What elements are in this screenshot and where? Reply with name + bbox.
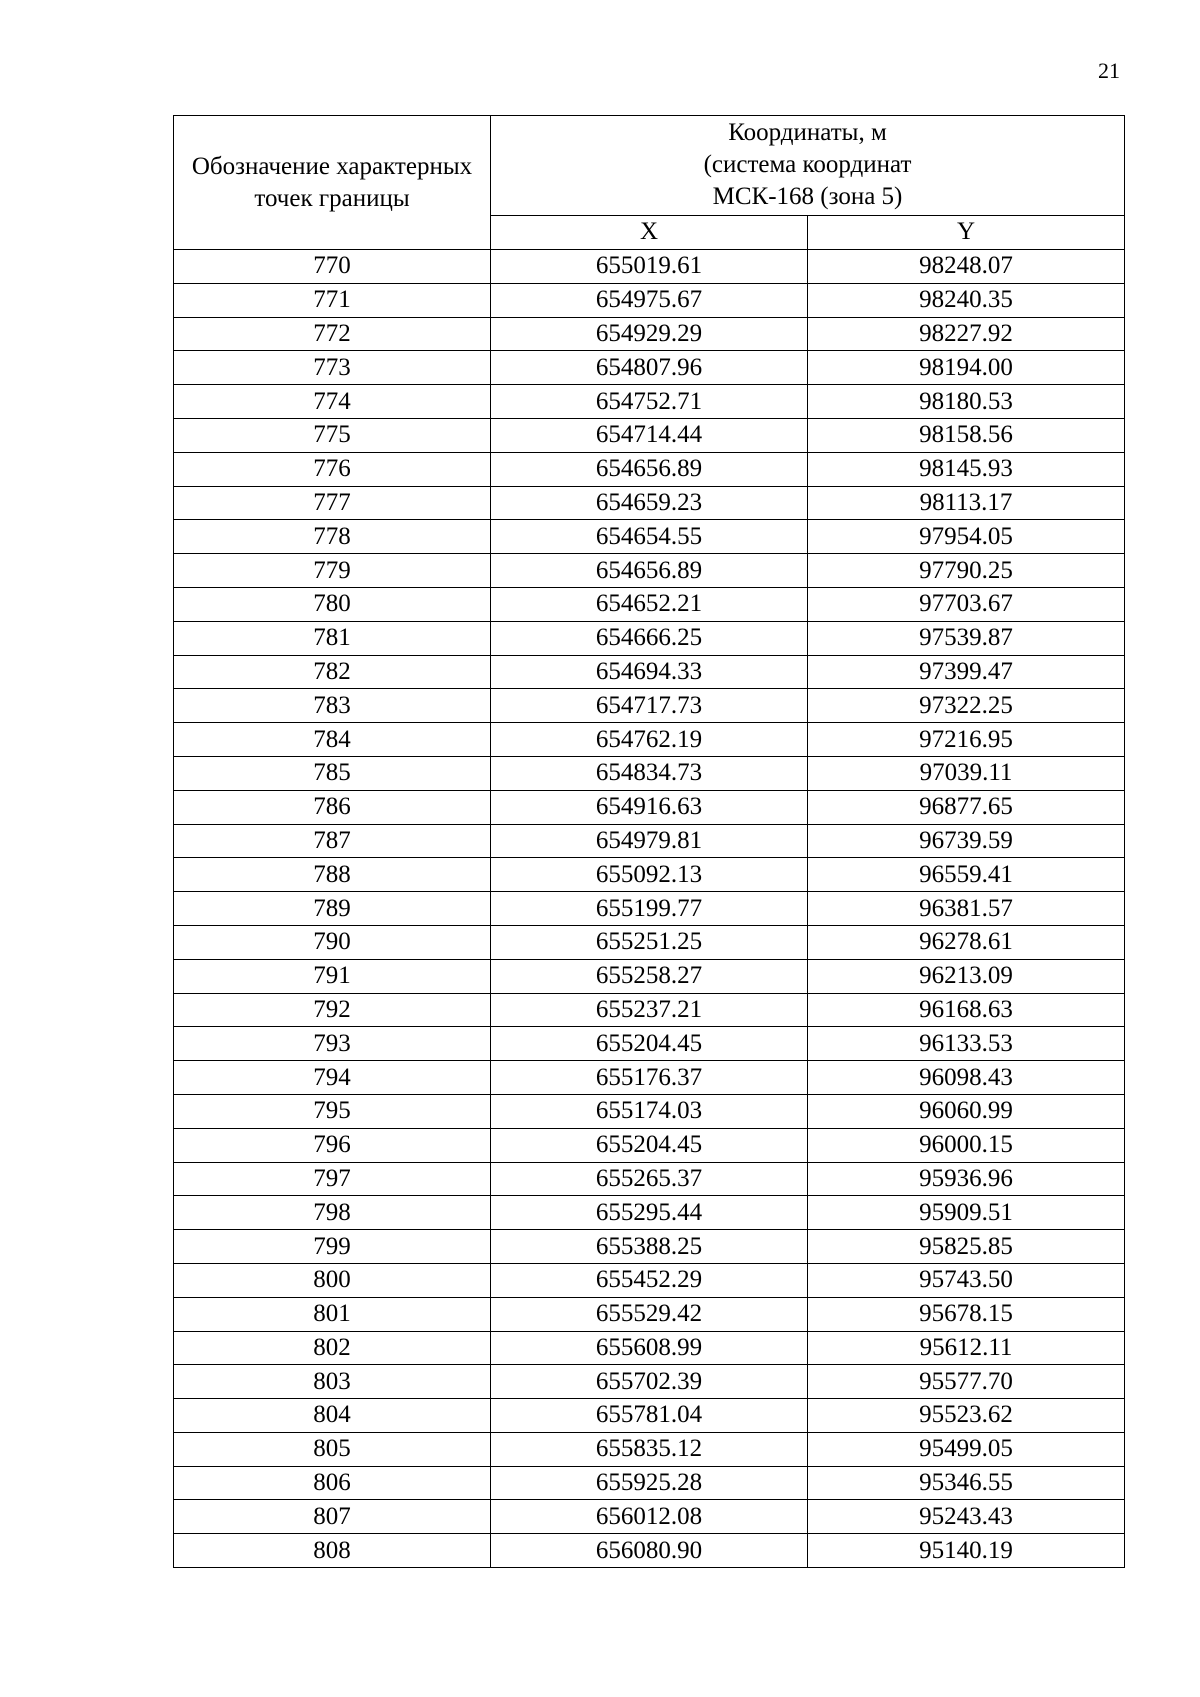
column-header-x: X <box>491 215 808 249</box>
table-row <box>174 925 1125 959</box>
cell-x: 655295.44 <box>491 1196 808 1230</box>
table-row <box>174 1297 1125 1331</box>
cell-y: 96739.59 <box>808 824 1125 858</box>
coordinates-header-line: (система координат <box>703 151 912 179</box>
cell-y: 98248.07 <box>808 250 1125 284</box>
cell-x: 655529.42 <box>491 1297 808 1331</box>
cell-x: 655781.04 <box>491 1399 808 1433</box>
cell-y: 96213.09 <box>808 959 1125 993</box>
column-header-points: Обозначение характерных точек границы <box>174 116 491 250</box>
cell-point: 802 <box>174 1331 491 1365</box>
table-row <box>174 1263 1125 1297</box>
table-row <box>174 858 1125 892</box>
table-row <box>174 351 1125 385</box>
table-row <box>174 317 1125 351</box>
cell-x: 655092.13 <box>491 858 808 892</box>
cell-point: 794 <box>174 1061 491 1095</box>
cell-point: 790 <box>174 925 491 959</box>
table-row <box>174 892 1125 926</box>
cell-y: 96133.53 <box>808 1027 1125 1061</box>
table-row <box>174 1432 1125 1466</box>
table-row <box>174 689 1125 723</box>
cell-point: 776 <box>174 452 491 486</box>
cell-y: 95346.55 <box>808 1466 1125 1500</box>
cell-point: 781 <box>174 621 491 655</box>
cell-x: 655199.77 <box>491 892 808 926</box>
cell-x: 655019.61 <box>491 250 808 284</box>
cell-point: 800 <box>174 1263 491 1297</box>
cell-y: 98180.53 <box>808 385 1125 419</box>
cell-x: 654717.73 <box>491 689 808 723</box>
cell-y: 96559.41 <box>808 858 1125 892</box>
cell-y: 97539.87 <box>808 621 1125 655</box>
table-row <box>174 1500 1125 1534</box>
cell-point: 805 <box>174 1432 491 1466</box>
cell-y: 97703.67 <box>808 587 1125 621</box>
cell-x: 655204.45 <box>491 1027 808 1061</box>
cell-y: 97954.05 <box>808 520 1125 554</box>
cell-x: 654714.44 <box>491 418 808 452</box>
cell-y: 95577.70 <box>808 1365 1125 1399</box>
cell-point: 788 <box>174 858 491 892</box>
table-row <box>174 993 1125 1027</box>
cell-point: 807 <box>174 1500 491 1534</box>
cell-point: 778 <box>174 520 491 554</box>
table-row <box>174 283 1125 317</box>
coordinates-header-line: Координаты, м <box>728 119 887 147</box>
cell-y: 97322.25 <box>808 689 1125 723</box>
cell-x: 655925.28 <box>491 1466 808 1500</box>
table-row <box>174 824 1125 858</box>
cell-y: 95936.96 <box>808 1162 1125 1196</box>
cell-x: 654694.33 <box>491 655 808 689</box>
cell-y: 95243.43 <box>808 1500 1125 1534</box>
cell-x: 655265.37 <box>491 1162 808 1196</box>
cell-point: 791 <box>174 959 491 993</box>
cell-point: 801 <box>174 1297 491 1331</box>
cell-x: 655258.27 <box>491 959 808 993</box>
table-row <box>174 385 1125 419</box>
cell-point: 774 <box>174 385 491 419</box>
cell-x: 655452.29 <box>491 1263 808 1297</box>
cell-point: 772 <box>174 317 491 351</box>
table-row <box>174 1466 1125 1500</box>
cell-y: 95499.05 <box>808 1432 1125 1466</box>
cell-point: 777 <box>174 486 491 520</box>
cell-y: 95678.15 <box>808 1297 1125 1331</box>
table-row <box>174 554 1125 588</box>
cell-point: 773 <box>174 351 491 385</box>
cell-point: 770 <box>174 250 491 284</box>
table-row <box>174 1230 1125 1264</box>
cell-point: 796 <box>174 1128 491 1162</box>
cell-y: 95140.19 <box>808 1534 1125 1568</box>
table-row <box>174 1534 1125 1568</box>
cell-y: 98158.56 <box>808 418 1125 452</box>
cell-y: 96060.99 <box>808 1094 1125 1128</box>
cell-y: 96278.61 <box>808 925 1125 959</box>
cell-x: 654656.89 <box>491 554 808 588</box>
table-row <box>174 723 1125 757</box>
cell-x: 654979.81 <box>491 824 808 858</box>
page-number: 21 <box>1098 58 1120 83</box>
cell-x: 654916.63 <box>491 790 808 824</box>
cell-point: 782 <box>174 655 491 689</box>
table-row <box>174 1061 1125 1095</box>
table-row <box>174 790 1125 824</box>
table-row <box>174 1094 1125 1128</box>
cell-x: 655388.25 <box>491 1230 808 1264</box>
cell-point: 786 <box>174 790 491 824</box>
cell-point: 775 <box>174 418 491 452</box>
cell-x: 654666.25 <box>491 621 808 655</box>
cell-x: 654659.23 <box>491 486 808 520</box>
table-row <box>174 520 1125 554</box>
cell-y: 96098.43 <box>808 1061 1125 1095</box>
cell-x: 655251.25 <box>491 925 808 959</box>
cell-point: 792 <box>174 993 491 1027</box>
cell-x: 655176.37 <box>491 1061 808 1095</box>
cell-point: 780 <box>174 587 491 621</box>
cell-x: 654762.19 <box>491 723 808 757</box>
cell-x: 656012.08 <box>491 1500 808 1534</box>
cell-y: 98145.93 <box>808 452 1125 486</box>
cell-y: 96877.65 <box>808 790 1125 824</box>
cell-y: 96381.57 <box>808 892 1125 926</box>
cell-point: 795 <box>174 1094 491 1128</box>
table-row <box>174 1027 1125 1061</box>
cell-point: 799 <box>174 1230 491 1264</box>
table-row <box>174 587 1125 621</box>
cell-point: 797 <box>174 1162 491 1196</box>
cell-x: 655702.39 <box>491 1365 808 1399</box>
cell-point: 771 <box>174 283 491 317</box>
table-row <box>174 655 1125 689</box>
cell-x: 656080.90 <box>491 1534 808 1568</box>
table-row <box>174 250 1125 284</box>
cell-x: 654652.21 <box>491 587 808 621</box>
table-row <box>174 756 1125 790</box>
cell-point: 779 <box>174 554 491 588</box>
table-row <box>174 1331 1125 1365</box>
cell-point: 793 <box>174 1027 491 1061</box>
table-row <box>174 1162 1125 1196</box>
cell-y: 95825.85 <box>808 1230 1125 1264</box>
cell-y: 97399.47 <box>808 655 1125 689</box>
cell-y: 97790.25 <box>808 554 1125 588</box>
table-row <box>174 452 1125 486</box>
cell-x: 655204.45 <box>491 1128 808 1162</box>
cell-x: 655174.03 <box>491 1094 808 1128</box>
cell-y: 95909.51 <box>808 1196 1125 1230</box>
cell-point: 783 <box>174 689 491 723</box>
cell-y: 96168.63 <box>808 993 1125 1027</box>
cell-y: 95523.62 <box>808 1399 1125 1433</box>
table-row <box>174 621 1125 655</box>
cell-x: 654975.67 <box>491 283 808 317</box>
coordinates-header-line: МСК-168 (зона 5) <box>712 183 903 211</box>
cell-y: 98227.92 <box>808 317 1125 351</box>
cell-x: 654656.89 <box>491 452 808 486</box>
table-row <box>174 1128 1125 1162</box>
cell-point: 808 <box>174 1534 491 1568</box>
cell-x: 655835.12 <box>491 1432 808 1466</box>
cell-point: 787 <box>174 824 491 858</box>
column-header-y: Y <box>808 215 1125 249</box>
table-row <box>174 486 1125 520</box>
table-row <box>174 1196 1125 1230</box>
cell-point: 798 <box>174 1196 491 1230</box>
coordinates-table <box>173 115 1125 1568</box>
cell-y: 95743.50 <box>808 1263 1125 1297</box>
cell-x: 654807.96 <box>491 351 808 385</box>
cell-point: 804 <box>174 1399 491 1433</box>
cell-x: 654834.73 <box>491 756 808 790</box>
table-row <box>174 959 1125 993</box>
cell-point: 789 <box>174 892 491 926</box>
cell-y: 95612.11 <box>808 1331 1125 1365</box>
cell-x: 654654.55 <box>491 520 808 554</box>
table-row <box>174 418 1125 452</box>
table-row <box>174 1365 1125 1399</box>
column-header-coordinates <box>491 116 1125 216</box>
cell-y: 97216.95 <box>808 723 1125 757</box>
cell-y: 98240.35 <box>808 283 1125 317</box>
cell-point: 803 <box>174 1365 491 1399</box>
cell-x: 655237.21 <box>491 993 808 1027</box>
cell-x: 654929.29 <box>491 317 808 351</box>
cell-y: 98113.17 <box>808 486 1125 520</box>
cell-point: 785 <box>174 756 491 790</box>
cell-y: 97039.11 <box>808 756 1125 790</box>
cell-y: 96000.15 <box>808 1128 1125 1162</box>
table-row <box>174 1399 1125 1433</box>
cell-point: 806 <box>174 1466 491 1500</box>
cell-point: 784 <box>174 723 491 757</box>
cell-y: 98194.00 <box>808 351 1125 385</box>
table-body <box>174 250 1125 1568</box>
cell-x: 655608.99 <box>491 1331 808 1365</box>
cell-x: 654752.71 <box>491 385 808 419</box>
